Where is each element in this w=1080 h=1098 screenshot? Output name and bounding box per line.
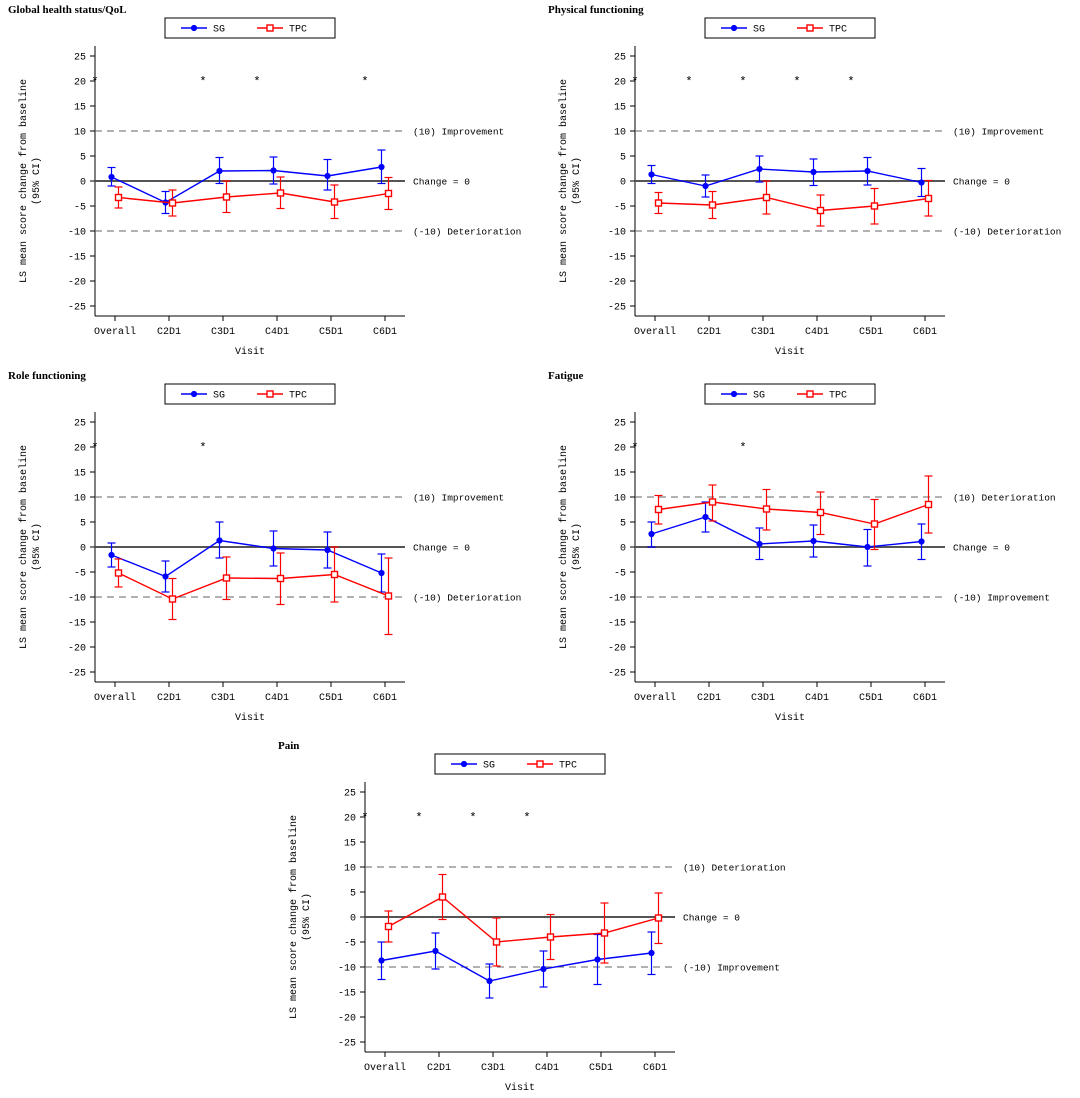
data-point — [224, 575, 230, 581]
significance-marker: * — [361, 75, 369, 89]
data-point — [764, 195, 770, 201]
series-line — [112, 541, 382, 577]
data-point — [278, 576, 284, 582]
data-point — [656, 200, 662, 206]
legend-marker — [191, 391, 196, 396]
legend-marker — [191, 25, 196, 30]
significance-marker: * — [361, 811, 369, 825]
chart-panel-5 — [270, 740, 810, 1094]
reference-line-label: (10) Improvement — [413, 126, 505, 138]
legend — [165, 384, 335, 404]
y-tick-label: -10 — [607, 593, 626, 605]
x-tick-label: C5D1 — [588, 1063, 614, 1074]
data-point — [649, 172, 654, 177]
x-tick-label: C2D1 — [696, 327, 722, 338]
significance-marker: * — [415, 811, 423, 825]
x-axis-title: Visit — [774, 347, 806, 358]
y-tick-label: -10 — [67, 227, 86, 239]
significance-marker: * — [685, 75, 693, 89]
legend-label: TPC — [829, 390, 848, 402]
y-tick-label: 20 — [73, 77, 86, 89]
x-tick-label: C3D1 — [210, 693, 236, 704]
legend-label: SG — [213, 390, 226, 402]
data-point — [386, 924, 392, 930]
data-point — [649, 531, 654, 536]
y-axis-title-line2: (95% CI) — [572, 156, 583, 206]
x-tick-label: C4D1 — [804, 327, 830, 338]
data-point — [278, 190, 284, 196]
y-tick-label: 10 — [73, 127, 86, 139]
y-tick-label: 10 — [613, 493, 626, 505]
y-tick-label: -20 — [67, 643, 86, 655]
data-point — [703, 183, 708, 188]
data-point — [865, 168, 870, 173]
y-tick-label: 20 — [613, 443, 626, 455]
data-point — [548, 934, 554, 940]
data-point — [926, 502, 932, 508]
significance-marker: * — [847, 75, 855, 89]
y-axis-title-line1: LS mean score change from baseline — [19, 444, 30, 650]
legend-label: SG — [483, 760, 496, 772]
significance-marker: * — [253, 75, 261, 89]
data-point — [170, 200, 176, 206]
data-point — [217, 168, 222, 173]
data-point — [757, 541, 762, 546]
plot-area — [0, 16, 540, 362]
x-tick-label: C4D1 — [264, 327, 290, 338]
x-axis-title: Visit — [234, 713, 266, 724]
x-tick-label: C5D1 — [858, 693, 884, 704]
y-tick-label: -25 — [67, 302, 86, 314]
reference-line-label: (-10) Deterioration — [413, 592, 522, 604]
y-tick-label: 5 — [349, 888, 356, 900]
data-point — [710, 202, 716, 208]
data-point — [325, 173, 330, 178]
reference-line-label: Change = 0 — [413, 176, 471, 188]
data-point — [710, 499, 716, 505]
x-tick-label: C3D1 — [480, 1063, 506, 1074]
data-point — [872, 203, 878, 209]
reference-line-label: Change = 0 — [683, 912, 741, 924]
series-line — [119, 193, 389, 203]
x-tick-label: C6D1 — [912, 327, 938, 338]
y-tick-label: -20 — [607, 643, 626, 655]
data-point — [271, 168, 276, 173]
chart-panel-2 — [540, 4, 1080, 358]
chart-title: Fatigue — [548, 370, 584, 382]
x-axis-title: Visit — [234, 347, 266, 358]
data-point — [919, 180, 924, 185]
y-axis-title-line1: LS mean score change from baseline — [289, 814, 300, 1020]
x-tick-label: Overall — [363, 1063, 407, 1074]
data-point — [656, 507, 662, 513]
y-tick-label: 0 — [79, 543, 86, 555]
legend-marker — [807, 391, 813, 397]
y-tick-label: 5 — [79, 518, 86, 530]
series-SG — [648, 502, 926, 566]
y-tick-label: -5 — [613, 202, 626, 214]
x-tick-label: C3D1 — [750, 327, 776, 338]
y-tick-label: 0 — [619, 543, 626, 555]
legend-label: TPC — [289, 390, 308, 402]
legend-label: TPC — [829, 24, 848, 36]
y-tick-label: -5 — [73, 202, 86, 214]
series-line — [652, 169, 922, 186]
y-tick-label: -5 — [73, 568, 86, 580]
x-tick-label: C6D1 — [372, 327, 398, 338]
data-point — [170, 596, 176, 602]
legend — [705, 18, 875, 38]
plot-area — [540, 16, 1080, 362]
data-point — [919, 539, 924, 544]
legend-label: TPC — [289, 24, 308, 36]
x-tick-label: C4D1 — [804, 693, 830, 704]
data-point — [224, 194, 230, 200]
data-point — [217, 538, 222, 543]
data-point — [595, 957, 600, 962]
y-axis-title-line2: (95% CI) — [32, 522, 43, 572]
y-tick-label: -25 — [337, 1038, 356, 1050]
y-tick-label: 20 — [613, 77, 626, 89]
y-tick-label: -15 — [607, 618, 626, 630]
data-point — [811, 538, 816, 543]
x-tick-label: C5D1 — [858, 327, 884, 338]
y-tick-label: 5 — [79, 152, 86, 164]
significance-marker: * — [199, 75, 207, 89]
x-tick-label: C2D1 — [156, 693, 182, 704]
data-point — [109, 174, 114, 179]
legend-label: SG — [753, 24, 766, 36]
legend-marker — [807, 25, 813, 31]
series-TPC — [655, 476, 933, 550]
y-axis-title-line2: (95% CI) — [302, 892, 313, 942]
y-tick-label: 20 — [343, 813, 356, 825]
y-axis-title-line1: LS mean score change from baseline — [559, 78, 570, 284]
series-line — [119, 573, 389, 599]
y-tick-label: 15 — [613, 468, 626, 480]
y-tick-label: -15 — [337, 988, 356, 1000]
y-tick-label: 25 — [613, 52, 626, 64]
legend — [705, 384, 875, 404]
significance-marker: * — [793, 75, 801, 89]
series-line — [659, 198, 929, 211]
data-point — [818, 510, 824, 516]
y-tick-label: 25 — [613, 418, 626, 430]
y-tick-label: -20 — [607, 277, 626, 289]
plot-area — [0, 382, 540, 728]
legend-marker — [537, 761, 543, 767]
legend-marker — [267, 391, 273, 397]
chart-panel-1 — [0, 4, 540, 358]
legend-marker — [731, 25, 736, 30]
reference-line-label: (-10) Deterioration — [413, 226, 522, 238]
x-tick-label: Overall — [633, 693, 677, 704]
x-tick-label: C5D1 — [318, 693, 344, 704]
legend-marker — [731, 391, 736, 396]
series-SG — [378, 932, 656, 998]
y-axis-title-line1: LS mean score change from baseline — [19, 78, 30, 284]
y-tick-label: 15 — [343, 838, 356, 850]
significance-marker: * — [631, 75, 639, 89]
data-point — [433, 948, 438, 953]
reference-line-label: Change = 0 — [953, 176, 1011, 188]
y-tick-label: -25 — [607, 302, 626, 314]
legend-label: TPC — [559, 760, 578, 772]
series-line — [389, 897, 659, 942]
chart-title: Global health status/QoL — [8, 4, 127, 16]
x-tick-label: C2D1 — [156, 327, 182, 338]
y-tick-label: -20 — [67, 277, 86, 289]
y-axis-title-line1: LS mean score change from baseline — [559, 444, 570, 650]
legend-marker — [267, 25, 273, 31]
legend-label: SG — [753, 390, 766, 402]
y-axis-title-line2: (95% CI) — [572, 522, 583, 572]
data-point — [602, 930, 608, 936]
significance-marker: * — [199, 441, 207, 455]
data-point — [656, 915, 662, 921]
chart-title: Physical functioning — [548, 4, 644, 16]
data-point — [487, 978, 492, 983]
significance-marker: * — [631, 441, 639, 455]
y-tick-label: -15 — [67, 618, 86, 630]
data-point — [865, 544, 870, 549]
y-tick-label: 0 — [79, 177, 86, 189]
y-tick-label: 0 — [349, 913, 356, 925]
data-point — [541, 966, 546, 971]
data-point — [764, 506, 770, 512]
y-tick-label: 0 — [619, 177, 626, 189]
x-tick-label: C6D1 — [372, 693, 398, 704]
series-SG — [108, 522, 386, 592]
significance-marker: * — [91, 75, 99, 89]
chart-panel-4 — [540, 370, 1080, 724]
y-tick-label: 20 — [73, 443, 86, 455]
data-point — [926, 196, 932, 202]
legend-label: SG — [213, 24, 226, 36]
series-line — [659, 502, 929, 524]
series-TPC — [655, 181, 933, 227]
data-point — [332, 199, 338, 205]
data-point — [386, 593, 392, 599]
reference-line-label: Change = 0 — [413, 542, 471, 554]
plot-area — [540, 382, 1080, 728]
reference-line-label: Change = 0 — [953, 542, 1011, 554]
x-tick-label: Overall — [93, 327, 137, 338]
plot-area — [270, 752, 810, 1098]
data-point — [440, 894, 446, 900]
data-point — [379, 958, 384, 963]
y-tick-label: 10 — [73, 493, 86, 505]
reference-line-label: (10) Deterioration — [953, 492, 1056, 504]
data-point — [379, 570, 384, 575]
series-SG — [648, 156, 926, 197]
y-tick-label: -5 — [343, 938, 356, 950]
legend — [165, 18, 335, 38]
data-point — [116, 195, 122, 201]
data-point — [325, 547, 330, 552]
data-point — [494, 939, 500, 945]
y-tick-label: -10 — [607, 227, 626, 239]
y-tick-label: 10 — [343, 863, 356, 875]
x-tick-label: C5D1 — [318, 327, 344, 338]
reference-line-label: (-10) Deterioration — [953, 226, 1062, 238]
x-tick-label: C6D1 — [912, 693, 938, 704]
data-point — [811, 169, 816, 174]
data-point — [649, 950, 654, 955]
y-tick-label: -10 — [67, 593, 86, 605]
significance-marker: * — [469, 811, 477, 825]
y-tick-label: 25 — [73, 418, 86, 430]
data-point — [872, 521, 878, 527]
data-point — [703, 514, 708, 519]
y-tick-label: 10 — [613, 127, 626, 139]
y-tick-label: -15 — [607, 252, 626, 264]
y-tick-label: 15 — [613, 102, 626, 114]
y-tick-label: -25 — [67, 668, 86, 680]
reference-line-label: (10) Improvement — [413, 492, 505, 504]
data-point — [757, 166, 762, 171]
legend-marker — [461, 761, 466, 766]
x-tick-label: Overall — [633, 327, 677, 338]
data-point — [163, 574, 168, 579]
legend — [435, 754, 605, 774]
data-point — [271, 546, 276, 551]
y-tick-label: 15 — [73, 102, 86, 114]
x-tick-label: C2D1 — [426, 1063, 452, 1074]
y-tick-label: -5 — [613, 568, 626, 580]
reference-line-label: (-10) Improvement — [683, 962, 780, 974]
x-tick-label: C3D1 — [750, 693, 776, 704]
series-line — [112, 167, 382, 203]
x-tick-label: C4D1 — [264, 693, 290, 704]
x-tick-label: C2D1 — [696, 693, 722, 704]
data-point — [818, 208, 824, 214]
x-tick-label: C3D1 — [210, 327, 236, 338]
data-point — [109, 552, 114, 557]
series-line — [382, 951, 652, 981]
y-tick-label: 15 — [73, 468, 86, 480]
y-axis-title-line2: (95% CI) — [32, 156, 43, 206]
y-tick-label: -20 — [337, 1013, 356, 1025]
chart-title: Role functioning — [8, 370, 86, 382]
x-tick-label: Overall — [93, 693, 137, 704]
x-tick-label: C4D1 — [534, 1063, 560, 1074]
y-tick-label: -10 — [337, 963, 356, 975]
reference-line-label: (-10) Improvement — [953, 592, 1050, 604]
y-tick-label: 25 — [343, 788, 356, 800]
reference-line-label: (10) Improvement — [953, 126, 1045, 138]
y-tick-label: -15 — [67, 252, 86, 264]
chart-panel-3 — [0, 370, 540, 724]
y-tick-label: -25 — [607, 668, 626, 680]
reference-line-label: (10) Deterioration — [683, 862, 786, 874]
x-axis-title: Visit — [774, 713, 806, 724]
chart-title: Pain — [278, 740, 300, 752]
data-point — [332, 572, 338, 578]
data-point — [116, 570, 122, 576]
significance-marker: * — [739, 441, 747, 455]
data-point — [386, 191, 392, 197]
significance-marker: * — [523, 811, 531, 825]
y-tick-label: 5 — [619, 518, 626, 530]
y-tick-label: 25 — [73, 52, 86, 64]
significance-marker: * — [739, 75, 747, 89]
x-tick-label: C6D1 — [642, 1063, 668, 1074]
data-point — [379, 164, 384, 169]
significance-marker: * — [91, 441, 99, 455]
y-tick-label: 5 — [619, 152, 626, 164]
x-axis-title: Visit — [504, 1083, 536, 1094]
